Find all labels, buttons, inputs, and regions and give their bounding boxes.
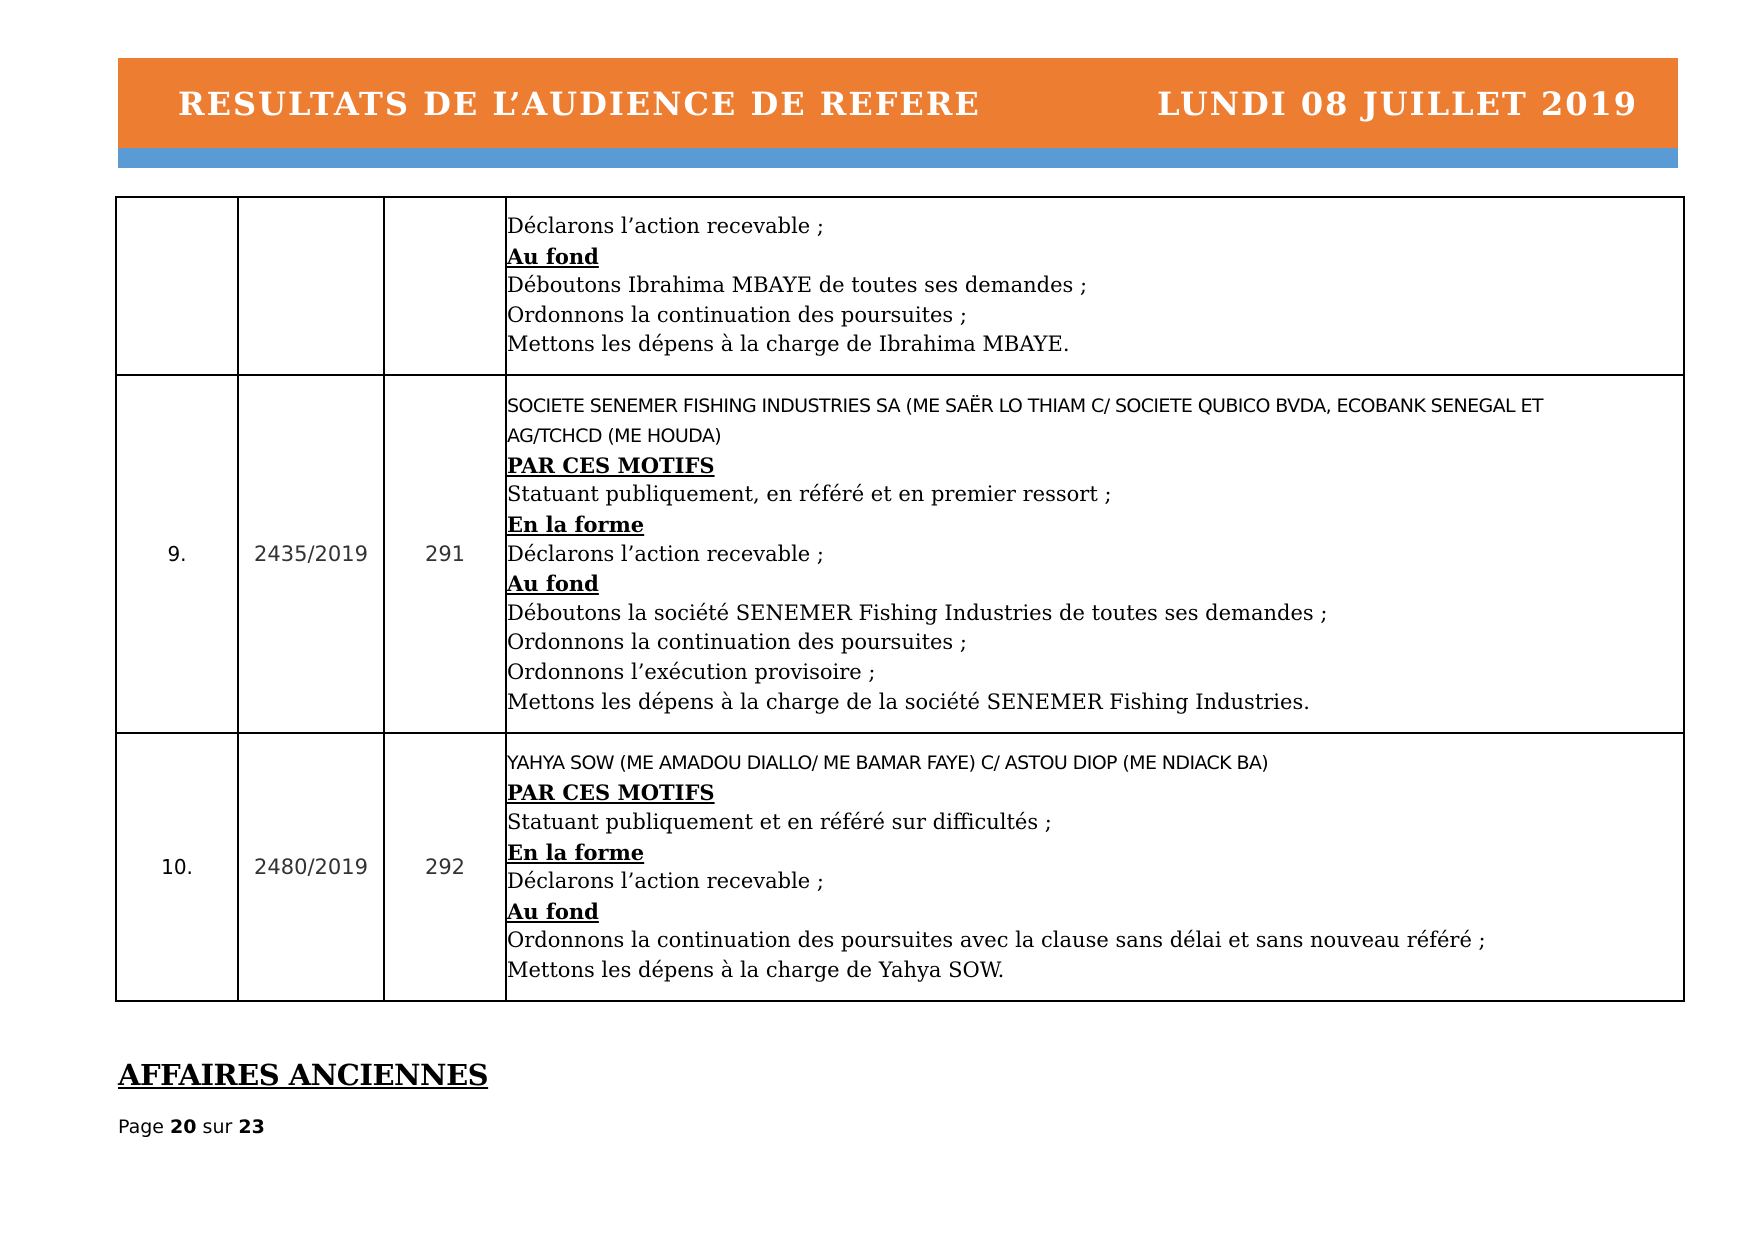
results-table [115,196,1685,1002]
table-row [116,375,1684,733]
ruling-heading: PAR CES MOTIFS [507,780,715,806]
order-number [384,197,506,375]
case-number [116,197,238,375]
case-number: 10. [116,733,238,1001]
hearing-date: LUNDI 08 JUILLET 2019 [1157,85,1638,123]
ruling-line: Statuant publiquement et en référé sur difficultés ; [507,810,1052,835]
ruling-cell [506,733,1684,1001]
table-row [116,197,1684,375]
table-row [116,733,1684,1001]
parties-line: AG/TCHCD (ME HOUDA) [507,424,722,447]
page-title: RESULTATS DE L’AUDIENCE DE REFERE [178,85,981,123]
parties-line: YAHYA SOW (ME AMADOU DIALLO/ ME BAMAR FAYE) C/ ASTOU DIOP (ME NDIACK BA) [507,752,1269,775]
ruling-line: Déclarons l’action recevable ; [507,869,824,894]
of-label: sur [202,1116,233,1138]
ruling-line: Déclarons l’action recevable ; [507,541,824,566]
ruling-line: Déboutons Ibrahima MBAYE de toutes ses demandes ; [507,273,1088,298]
order-number: 291 [384,375,506,733]
ruling-heading: Au fond [507,571,599,597]
ruling-heading: En la forme [507,512,645,538]
registry-number [238,197,384,375]
page-total: 23 [238,1116,265,1138]
ruling-heading: Au fond [507,898,599,924]
ruling-cell [506,197,1684,375]
ruling-heading: Au fond [507,243,599,269]
ruling-line: Déclarons l’action recevable ; [507,214,824,239]
ruling-line: Mettons les dépens à la charge de Yahya SOW. [507,957,1005,982]
case-number: 9. [116,375,238,733]
ruling-line: Déboutons la société SENEMER Fishing Industries de toutes ses demandes ; [507,600,1328,625]
page-current: 20 [170,1116,197,1138]
ruling-line: Mettons les dépens à la charge de Ibrahima MBAYE. [507,332,1070,357]
ruling-cell [506,375,1684,733]
registry-number: 2480/2019 [238,733,384,1001]
ruling-line: Ordonnons l’exécution provisoire ; [507,659,876,684]
ruling-line: Ordonnons la continuation des poursuites ; [507,630,967,655]
page-label: Page [118,1116,164,1138]
ruling-heading: PAR CES MOTIFS [507,452,715,478]
ruling-heading: En la forme [507,839,645,865]
ruling-line: Ordonnons la continuation des poursuites avec la clause sans délai et sans nouveau référé ; [507,928,1486,953]
order-number: 292 [384,733,506,1001]
header-stripe [118,148,1678,168]
page-footer [118,1116,265,1138]
ruling-line: Ordonnons la continuation des poursuites ; [507,302,967,327]
ruling-line: Statuant publiquement, en référé et en premier ressort ; [507,482,1112,507]
ruling-line: Mettons les dépens à la charge de la société SENEMER Fishing Industries. [507,689,1310,714]
parties-line: SOCIETE SENEMER FISHING INDUSTRIES SA (ME SAËR LO THIAM C/ SOCIETE QUBICO BVDA, ECOBANK SENEGAL ET [507,394,1543,417]
section-title: AFFAIRES ANCIENNES [118,1058,489,1092]
registry-number: 2435/2019 [238,375,384,733]
